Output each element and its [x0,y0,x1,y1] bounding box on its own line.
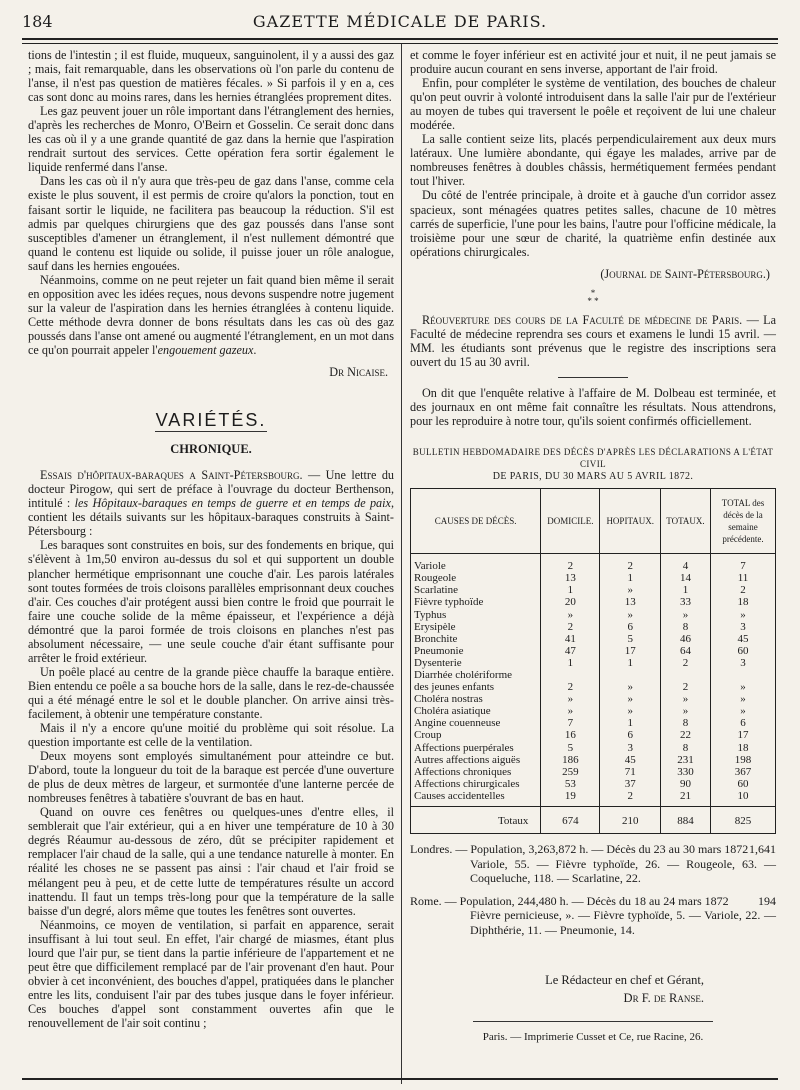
paragraph: Dans les cas où il n'y aura que très-peu de gaz dans l'anse, comme cela existe le plus souvent, il est permis de croire qu'alors la ponction, tout en faisant sortir le liquide, ne facilitera pas beaucoup la réduction. S'il est admis par quelques chirurgiens que des gaz poussés dans l'anse sont susceptibles d'amener un étranglement, il n'est nullement démontré que quand le contenu est liquide ou solide, il puisse jouer un rôle analogue, sauf dans les hernies engouées. [28,174,394,273]
count-cell: 7 [711,554,776,573]
cause-cell: Choléra nostras [411,693,541,705]
cause-cell: Typhus [411,609,541,621]
paragraph: Réouverture des cours de la Faculté de médecine de Paris. — La Faculté de médecine reprendra ses cours et examens le lundi 15 avril. — MM. les étudiants sont prévenus que le registre des inscriptions sera ouvert du 15 au 30 avril. [410,312,777,369]
count-cell [660,669,710,681]
count-cell: » [600,681,661,693]
table-row [411,729,776,741]
count-cell [711,669,776,681]
table-row [411,754,776,766]
count-cell: 5 [541,742,600,754]
page-header [22,10,778,36]
cause-cell: des jeunes enfants [411,681,541,693]
table-row [411,657,776,669]
cause-cell: Pneumonie [411,645,541,657]
total-cell: 825 [711,807,776,834]
count-cell [600,669,661,681]
cause-cell: Scarlatine [411,584,541,596]
column-divider [401,44,402,1084]
cause-cell: Croup [411,729,541,741]
count-cell: 3 [711,657,776,669]
count-cell: 1 [541,584,600,596]
count-cell: 330 [660,766,710,778]
count-cell: 41 [541,633,600,645]
table-row [411,705,776,717]
paragraph: Quand on ouvre ces fenêtres ou quelques-unes d'entre elles, il semblerait que l'air extérieur, qui a en hiver une température de 10 à 30 degrés Réaumur au-dessous de zéro, dût se précipiter rapidement et remplacer l'air chaud de la salle, qui a une tendance naturelle à monter. En réalité les choses ne se passent pas ainsi : l'air chaud et l'air froid se mélangent peu à peu, et de cette lutte de températures résulte un accord inattendu. Il faut un temps très-long pour que la température de la salle baisse d'un degré, alors même que toutes les fenêtres sont ouvertes. [28,805,394,918]
count-cell: 2 [600,554,661,573]
paragraph: On dit que l'enquête relative à l'affaire de M. Dolbeau est terminée, et des journaux en ont même fait connaître les résultats. Nous attendrons, pour les reproduire à notre tour, qu'ils soient confirmés officiellement. [410,385,776,429]
count-cell: 20 [541,596,600,608]
totals-label: Totaux [411,807,541,834]
count-cell: 53 [541,778,600,790]
count-cell: » [711,693,776,705]
short-divider [558,377,628,378]
count-cell: 186 [541,754,600,766]
count-cell: 8 [660,742,710,754]
count-cell: 17 [600,645,661,657]
count-cell: 60 [711,645,776,657]
paragraph: Du côté de l'entrée principale, à droite et à gauche d'un corridor assez spacieux, sont ménagées quatres petites salles, chacune de 10 mètres carrés de superficie, l'une pour les bains, l'autre pour l'officine médicale, la troisième pour une sœur de charité, la quatrième enfin destinée aux opérations chirurgicales. [410,188,776,259]
table-row [411,778,776,790]
table-row [411,669,776,681]
table-row [411,766,776,778]
count-cell: 5 [600,633,661,645]
paragraph: Néanmoins, ce moyen de ventilation, si parfait en apparence, serait insuffisant à lui tout seul. En effet, l'air chargé de miasmes, étant plus lourd que l'air pur, se tient dans la partie inférieure de l'appartement et ne peut être que difficilement remplacé par de l'air provenant d'en haut. Pour obvier à cet inconvénient, des bouches d'appel, pratiquées dans le plancher entre les lits, conduisent l'air par des tubes jusque dans le foyer inférieur. Ces bouches d'appel sont constamment ouvertes afin que le renouvellement de l'air soit continu ; [28,917,394,1030]
paragraph: Néanmoins, comme on ne peut rejeter un fait quand bien même il serait en opposition avec les idées reçues, nous devons suspendre notre jugement sur la valeur de l'aspiration dans les hernies étranglées à contenu liquide. Cette méthode devra donner de bons résultats dans les cas où des gaz poussés dans l'anse ont amené ou augmenté l'étranglement, en un mot dans ce qu'on pourrait appeler l'engouement gazeux. [28,272,394,357]
count-cell: » [660,693,710,705]
count-cell: 2 [600,790,661,807]
total-cell: 884 [660,807,710,834]
count-cell: 16 [541,729,600,741]
count-cell: 18 [711,742,776,754]
count-cell: 10 [711,790,776,807]
count-cell: » [600,609,661,621]
total-cell: 674 [541,807,600,834]
count-cell: 367 [711,766,776,778]
count-cell: 37 [600,778,661,790]
count-cell: 47 [541,645,600,657]
editor-name: Dr F. de Ranse. [623,991,704,1006]
count-cell: 3 [600,742,661,754]
count-cell: 6 [711,717,776,729]
count-cell: 22 [660,729,710,741]
count-cell: 2 [541,554,600,573]
cause-cell: Choléra asiatique [411,705,541,717]
count-cell: 64 [660,645,710,657]
count-cell: » [711,705,776,717]
paragraph: Essais d'hôpitaux-baraques a Saint-Pétersbourg. — Une lettre du docteur Pirogow, qui sert de préface à l'ouvrage du docteur Berthenson, intitulé : les Hôpitaux-baraques en temps de guerre et en temps de paix, contient les détails suivants sur les hôpitaux-baraques construits à Saint-Pétersbourg : [28,468,395,539]
rome-causes: Fièvre pernicieuse, ». — Fièvre typhoïde, 5. — Variole, 22. — Diphthérie, 11. — Pneumonie, 14. [470,908,776,937]
count-cell: 90 [660,778,710,790]
count-cell: 17 [711,729,776,741]
count-cell: 1 [660,584,710,596]
book-title: les Hôpitaux-baraques en temps de guerre et en temps de paix [74,496,391,511]
count-cell: 60 [711,778,776,790]
cause-cell: Erysipèle [411,621,541,633]
bulletin-subtitle: DE PARIS, DU 30 MARS AU 5 AVRIL 1872. [492,471,694,483]
printer-imprint: Paris. — Imprimerie Cusset et Ce, rue Racine, 26. [482,1031,704,1044]
paragraph: Les baraques sont construites en bois, sur des fondements en brique, qui s'élèvent à 1m,50 environ au-dessus du sol et qui supportent un double plancher hermétique emprisonnant une couche d'air. Les parois latérales sont toutes formées de trois cloisons parallèles emprisonnant deux couches d'air. Ces couches d'air protégent aussi bien contre le froid que pourrait le faire une couche solide de la même épaisseur, et l'expérience a déjà démontré que la paroi formée de trois cloisons en planches n'est pas absolument nécessaire, — une seule couche d'air étant suffisante pour arrêter le froid extérieur. [28,538,394,665]
totals-row [411,807,776,834]
count-cell: » [600,705,661,717]
count-cell: 231 [660,754,710,766]
count-cell: 6 [600,621,661,633]
count-cell: 14 [660,572,710,584]
cause-cell: Dysenterie [411,657,541,669]
subsection-title: CHRONIQUE. [170,442,252,457]
table-row [411,633,776,645]
count-cell: 11 [711,572,776,584]
column-header: TOTAUX. [660,489,710,554]
cause-cell: Fièvre typhoïde [411,596,541,608]
count-cell: 45 [711,633,776,645]
count-cell: 13 [600,596,661,608]
total-cell: 210 [600,807,661,834]
table-row [411,693,776,705]
count-cell: 7 [541,717,600,729]
article-heading: Réouverture des cours de la Faculté de médecine de Paris. [422,312,743,327]
paragraph: tions de l'intestin ; il est fluide, muqueux, sanguinolent, il y a aussi des gaz ; mais, fait remarquable, dans les observations où l'on parle du contenu de l'anse, il n'est pas question de matières fécales. » Si parfois il y en a, ces cas sont donc au moins rares, dans les hernies étranglées proprement dites. [28,48,394,105]
london-label: Londres. — Population, 3,263,872 h. — Décès du 23 au 30 mars 1872 [410,842,749,857]
count-cell: 33 [660,596,710,608]
count-cell: 18 [711,596,776,608]
count-cell: 198 [711,754,776,766]
count-cell: 1 [541,657,600,669]
count-cell: 1 [600,717,661,729]
count-cell: 259 [541,766,600,778]
right-column [410,48,776,1044]
cause-cell: Rougeole [411,572,541,584]
editor-signature [410,971,776,1007]
section-title: VARIÉTÉS. [155,410,267,431]
section-title-rule [155,431,267,432]
table-row [411,554,776,573]
cause-cell: Affections chirurgicales [411,778,541,790]
left-column [28,48,394,1030]
count-cell: » [660,609,710,621]
count-cell: 8 [660,621,710,633]
paragraph: et comme le foyer inférieur est en activité jour et nuit, il ne peut jamais se produire aucun courant en sens inverse, apportant de l'air froid. [410,48,776,77]
article-heading: Essais d'hôpitaux-baraques a Saint-Pétersbourg. [40,468,303,483]
italic-term: engouement gazeux [157,342,254,357]
count-cell: 1 [600,572,661,584]
rome-label: Rome. — Population, 244,480 h. — Décès du 18 au 24 mars 1872 [410,893,729,908]
header-rule [22,38,778,44]
source-credit: (Journal de Saint-Pétersbourg.) [600,266,770,281]
cause-cell: Bronchite [411,633,541,645]
count-cell: 1 [600,657,661,669]
paragraph: Deux moyens sont employés simultanément pour atteindre ce but. D'abord, toute la longueur du toit de la baraque est percée d'une ouverture de plus de deux mètres de largeur, et surmontée d'une lanterne percée de nombreuses fenêtres à tabatière s'ouvrant de bas en haut. [28,749,394,806]
bulletin-title: BULLETIN HEBDOMADAIRE DES DÉCÈS D'APRÈS LES DÉCLARATIONS A L'ÉTAT CIVIL [412,447,774,470]
paragraph: Mais il n'y a encore qu'une moitié du problème qui soit résolue. La question importante est celle de la ventilation. [28,721,394,750]
table-row [411,742,776,754]
running-title: GAZETTE MÉDICALE DE PARIS. [252,12,548,31]
cause-cell: Affections chroniques [411,766,541,778]
cause-cell: Affections puerpérales [411,742,541,754]
count-cell: 6 [600,729,661,741]
count-cell: 19 [541,790,600,807]
count-cell: 2 [660,681,710,693]
column-header: CAUSES DE DÉCÈS. [411,489,541,554]
paragraph: Un poêle placé au centre de la grande pièce chauffe la baraque entière. Bien entendu ce poêle a sa bouche hors de la salle, dans le rez-de-chaussée qui a été ménagé entre le sol et le double plancher. On arrive ainsi très-facilement, à obtenir une température constante. [28,664,394,721]
footer-rule [473,1021,713,1022]
rome-total: 194 [758,893,776,908]
table-row [411,584,776,596]
column-header: TOTAL des décès de la semaine précédente. [711,489,776,554]
count-cell: 2 [541,681,600,693]
count-cell: » [711,681,776,693]
table-row [411,645,776,657]
column-header: HOPITAUX. [600,489,661,554]
count-cell: » [600,693,661,705]
london-stats [410,842,776,857]
cause-cell: Autres affections aiguës [411,754,541,766]
table-row [411,609,776,621]
count-cell [541,669,600,681]
cause-cell: Causes accidentelles [411,790,541,807]
count-cell: 2 [711,584,776,596]
london-total: 1,641 [749,842,776,857]
count-cell: 2 [541,621,600,633]
paragraph: Enfin, pour compléter le système de ventilation, des bouches de chaleur qu'on peut ouvrir à volonté introduisent dans la salle l'air pur de l'extérieur au moyen de tubes qui traversent le poêle et reçoivent de lui une chaleur modérée. [410,76,776,133]
count-cell: 8 [660,717,710,729]
count-cell: » [600,584,661,596]
rome-stats [410,894,776,909]
count-cell: 3 [711,621,776,633]
editor-title: Le Rédacteur en chef et Gérant, [545,973,704,988]
table-row [411,621,776,633]
count-cell: » [660,705,710,717]
table-row [411,596,776,608]
asterism-divider: * * * [587,287,599,306]
page-number: 184 [22,12,53,31]
london-causes: Variole, 55. — Fièvre typhoïde, 26. — Rougeole, 63. — Coqueluche, 118. — Scarlatine, 22. [470,856,776,886]
count-cell: » [541,609,600,621]
count-cell: 2 [660,657,710,669]
table-row [411,717,776,729]
column-header: DOMICILE. [541,489,600,554]
table-row [411,790,776,807]
count-cell: 45 [600,754,661,766]
count-cell: 13 [541,572,600,584]
count-cell: » [541,693,600,705]
author-signature: Dr Nicaise. [329,365,388,380]
table-row [411,572,776,584]
paragraph: Les gaz peuvent jouer un rôle important dans l'étranglement des hernies, d'après les recherches de Monro, O'Beirn et Gosselin. Ce serait donc dans les cas où il y a une grande quantité de gaz dans la hernie que l'aspiration rendrait surtout des services. Cette opération fera sortir également le liquide renfermé dans l'anse. [28,104,394,175]
cause-cell: Angine couenneuse [411,717,541,729]
count-cell: 21 [660,790,710,807]
footer-edge-rule [22,1078,778,1080]
deaths-table [410,488,776,834]
count-cell: » [711,609,776,621]
table-row [411,681,776,693]
cause-cell: Variole [411,554,541,573]
count-cell: 46 [660,633,710,645]
count-cell: » [541,705,600,717]
cause-cell: Diarrhée cholériforme [411,669,541,681]
count-cell: 71 [600,766,661,778]
count-cell: 4 [660,554,710,573]
paragraph: La salle contient seize lits, placés perpendiculairement aux deux murs latéraux. Une lumière abondante, qui égaye les malades, arrive par de nombreuses fenêtres à doubles châssis, hermétiquement fermées pendant tout l'hiver. [410,132,776,189]
